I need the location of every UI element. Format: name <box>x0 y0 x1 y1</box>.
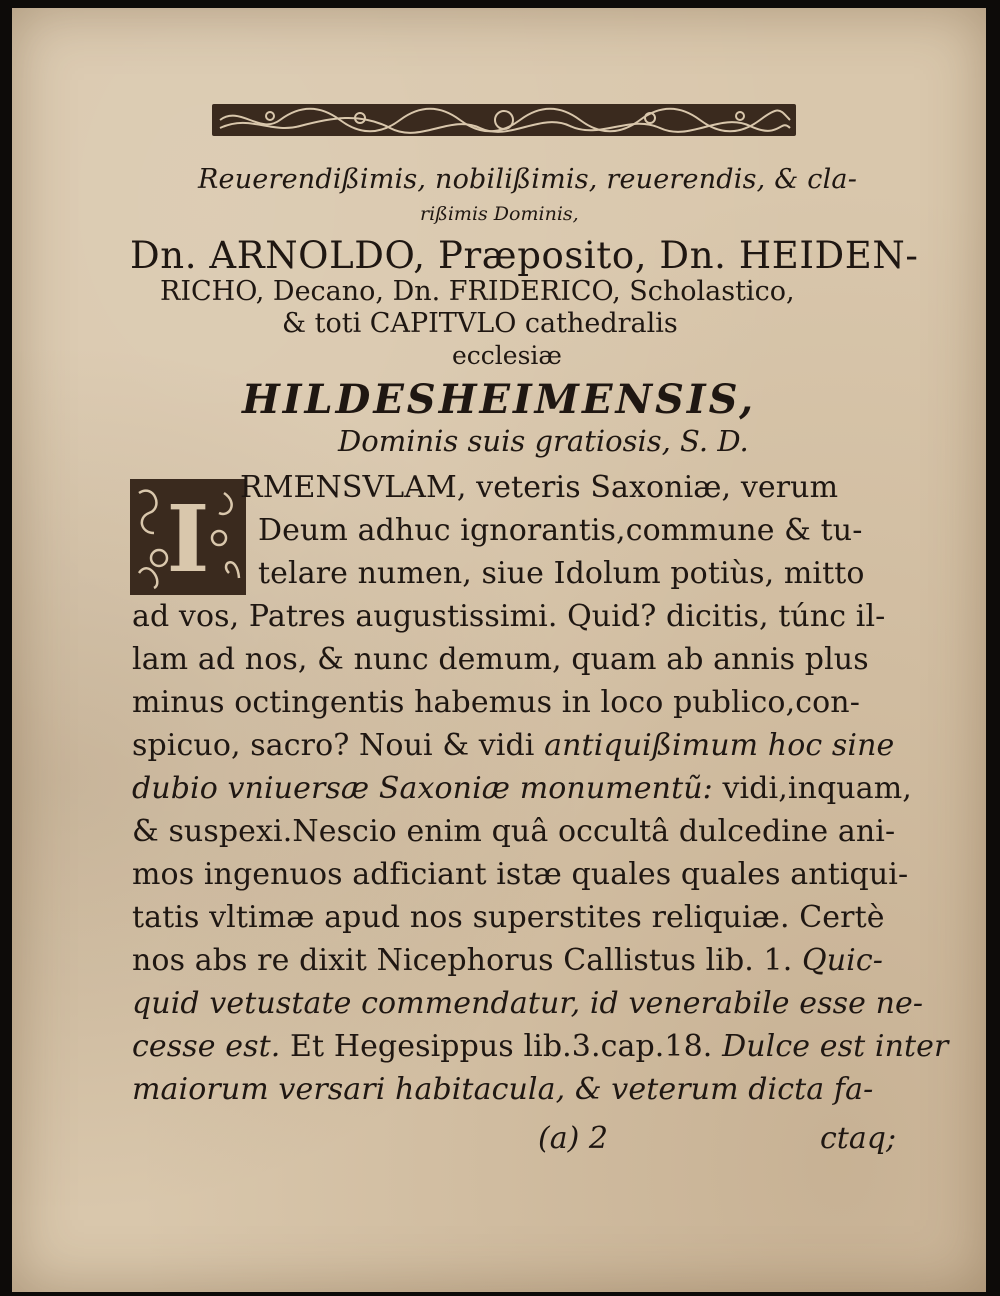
ornamental-headpiece-icon <box>210 100 798 140</box>
text-line-14-italic-b: Dulce est inter <box>722 1029 949 1064</box>
text-line-9: & suspexi.Nescio enim quâ occultâ dulcedine ani- <box>132 814 896 849</box>
text-line-12-italic: Quic- <box>802 943 883 978</box>
text-line-2: Deum adhuc ignorantis,commune & tu- <box>258 513 863 548</box>
svg-text:I: I <box>166 485 210 593</box>
salutation: Dominis suis gratiosis, S. D. <box>338 424 749 458</box>
decorated-initial <box>129 478 247 596</box>
text-line-11: tatis vltimæ apud nos superstites reliquiæ. Certè <box>132 900 885 935</box>
text-line-7-italic: antiquißimum hoc sine <box>544 728 895 763</box>
dedicatees-line-3: & toti CAPITVLO cathedralis <box>282 308 678 339</box>
text-line-14 <box>132 1029 948 1064</box>
text-line-14-italic-a: cesse est. <box>132 1029 281 1064</box>
catchword: ctaq; <box>820 1121 897 1156</box>
text-line-7 <box>132 728 894 763</box>
dedicatees-line-2: RICHO, Decano, Dn. FRIDERICO, Scholastico, <box>160 276 795 307</box>
text-line-7-roman: spicuo, sacro? Noui & vidi <box>132 728 545 763</box>
text-line-12-roman: nos abs re dixit Nicephorus Callistus lib. 1. <box>132 943 803 978</box>
text-line-10: mos ingenuos adficiant istæ quales quales antiqui- <box>132 857 909 892</box>
dedicatees-line-4: ecclesiæ <box>452 341 562 370</box>
text-line-8 <box>132 771 912 806</box>
text-line-14-roman: Et Hegesippus lib.3.cap.18. <box>280 1029 723 1064</box>
dedication-line-1: Reuerendißimis, nobilißimis, reuerendis, & cla- <box>198 164 858 195</box>
text-line-6: minus octingentis habemus in loco publico,con- <box>132 685 860 720</box>
book-page <box>12 8 986 1292</box>
text-line-8-roman: vidi,inquam, <box>712 771 912 806</box>
text-line-13: quid vetustate commendatur, id venerabile esse ne- <box>132 986 924 1021</box>
place-heading: HILDESHEIMENSIS, <box>242 376 756 423</box>
text-line-4: ad vos, Patres augustissimi. Quid? dicitis, túnc il- <box>132 599 886 634</box>
text-line-3: telare numen, siue Idolum potiùs, mitto <box>258 556 865 591</box>
text-line-15: maiorum versari habitacula, & veterum dicta fa- <box>132 1072 874 1107</box>
decorated-initial-icon <box>129 478 247 596</box>
dedication-line-2: rißimis Dominis, <box>420 203 579 225</box>
signature-mark: (a) 2 <box>538 1121 608 1156</box>
text-line-12 <box>132 943 883 978</box>
text-line-8-italic: dubio vniuersæ Saxoniæ monumentũ: <box>132 771 713 806</box>
text-line-5: lam ad nos, & nunc demum, quam ab annis plus <box>132 642 869 677</box>
dedicatees-line-1: Dn. ARNOLDO, Præposito, Dn. HEIDEN- <box>130 234 919 277</box>
text-line-1: RMENSVLAM, veteris Saxoniæ, verum <box>240 470 839 505</box>
